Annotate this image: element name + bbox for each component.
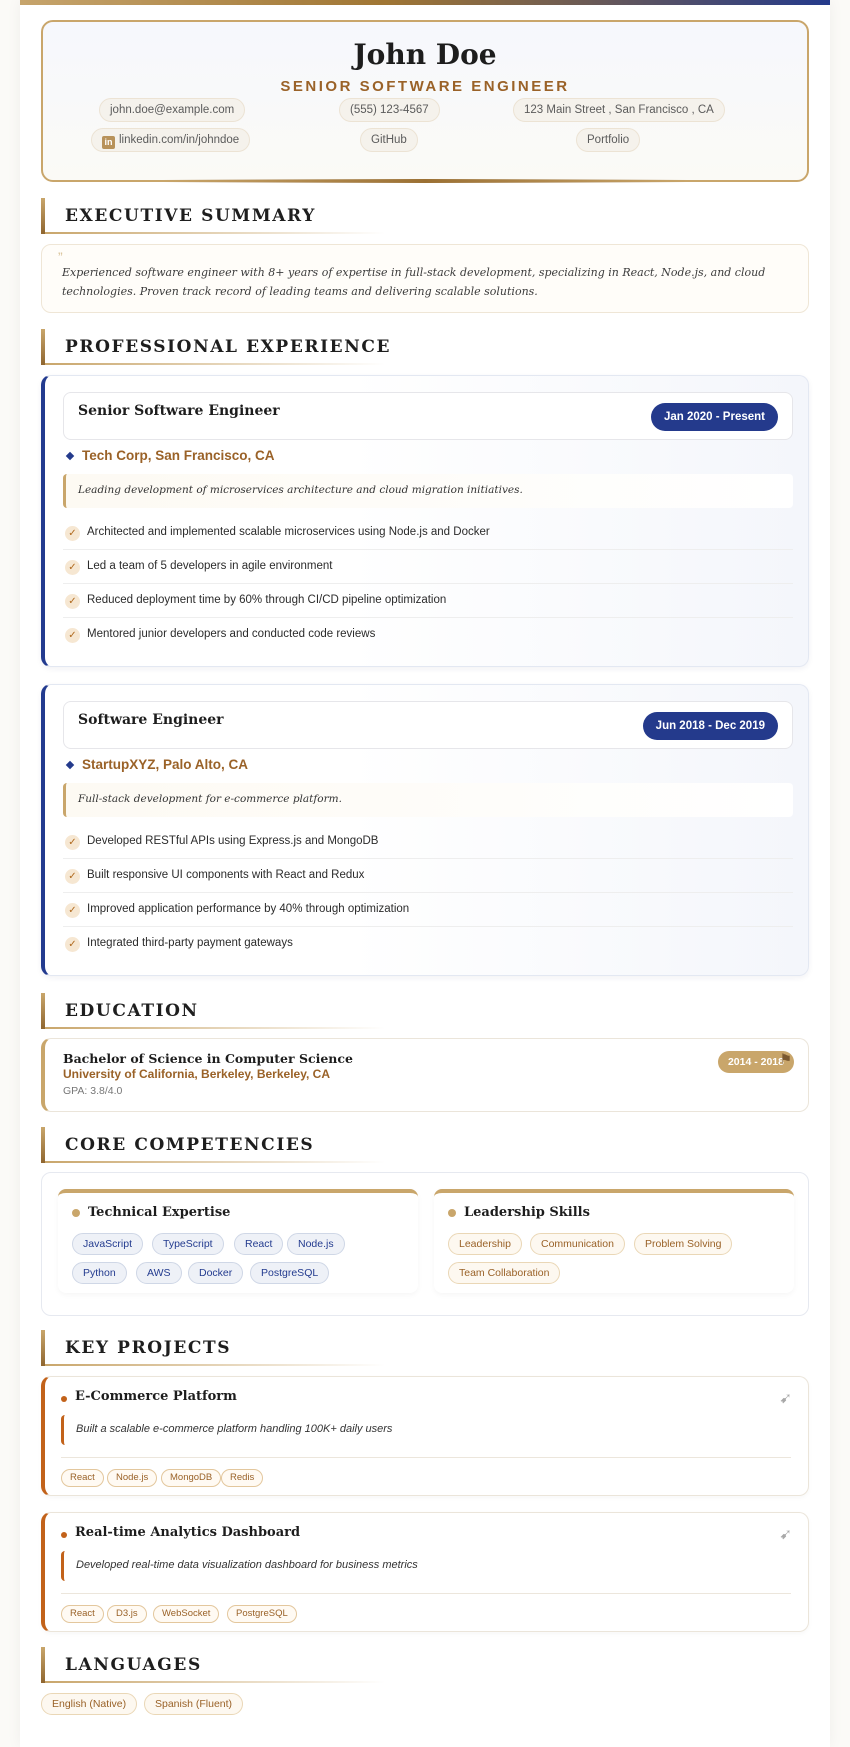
section-accent-bar <box>41 329 45 365</box>
list-item <box>63 893 793 927</box>
divider <box>61 1593 791 1594</box>
section-heading-summary <box>41 198 809 234</box>
section-heading-education <box>41 993 809 1029</box>
experience-card <box>41 684 809 976</box>
bullet-text: Architected and implemented scalable microservices using Node.js and Docker <box>87 526 490 538</box>
job-role: Senior Software Engineer <box>78 403 280 419</box>
tech-tag: MongoDB <box>161 1469 221 1487</box>
quote-icon: ” <box>58 249 63 265</box>
section-heading-experience <box>41 329 809 365</box>
experience-card <box>41 375 809 667</box>
skill-tag: Team Collaboration <box>448 1262 560 1284</box>
resume-page <box>20 0 830 1747</box>
bullet-dot-icon <box>61 1396 67 1402</box>
section-accent-bar <box>41 993 45 1029</box>
address-chip: 123 Main Street , San Francisco , CA <box>513 98 725 122</box>
skill-group-leadership <box>434 1189 794 1293</box>
section-title: KEY PROJECTS <box>65 1338 232 1358</box>
tech-tag: React <box>61 1469 104 1487</box>
job-description <box>63 783 793 817</box>
section-accent-bar <box>41 1127 45 1163</box>
list-item <box>63 825 793 859</box>
check-icon: ✓ <box>65 628 80 643</box>
job-description <box>63 474 793 508</box>
skill-tag: PostgreSQL <box>250 1262 329 1284</box>
linkedin-chip[interactable] <box>91 128 250 152</box>
language-tag: English (Native) <box>41 1693 137 1715</box>
experience-header <box>63 392 793 440</box>
job-company: StartupXYZ, Palo Alto, CA <box>82 757 249 772</box>
check-icon: ✓ <box>65 903 80 918</box>
summary-card <box>41 244 809 313</box>
project-description <box>61 1415 791 1445</box>
bullet-text: Improved application performance by 40% through optimization <box>87 903 410 915</box>
top-accent-bar <box>20 0 830 5</box>
tech-tag: WebSocket <box>153 1605 219 1623</box>
list-item <box>63 584 793 618</box>
project-title: Real-time Analytics Dashboard <box>75 1525 301 1540</box>
bullet-text: Integrated third-party payment gateways <box>87 937 293 949</box>
education-years-badge: 2014 - 2018 <box>718 1051 794 1073</box>
tech-tag: React <box>61 1605 104 1623</box>
resume-header <box>41 20 809 182</box>
section-underline <box>45 1161 385 1163</box>
section-title: PROFESSIONAL EXPERIENCE <box>65 337 392 357</box>
list-item <box>63 618 793 652</box>
divider <box>61 1457 791 1458</box>
skill-tag: Problem Solving <box>634 1233 732 1255</box>
skill-tag: React <box>234 1233 283 1255</box>
bullet-dot-icon <box>61 1532 67 1538</box>
bullet-text: Mentored junior developers and conducted code reviews <box>87 628 376 640</box>
education-card <box>41 1038 809 1112</box>
section-title: EDUCATION <box>65 1001 199 1021</box>
skill-tag: JavaScript <box>72 1233 143 1255</box>
skill-group-title: Technical Expertise <box>88 1205 231 1220</box>
section-underline <box>45 1681 385 1683</box>
bullet-text: Developed RESTful APIs using Express.js and MongoDB <box>87 835 379 847</box>
job-company: Tech Corp, San Francisco, CA <box>82 448 275 463</box>
project-description-text: Developed real-time data visualization dashboard for business metrics <box>76 1559 418 1571</box>
tech-tag: PostgreSQL <box>227 1605 297 1623</box>
section-underline <box>45 1027 385 1029</box>
check-icon: ✓ <box>65 835 80 850</box>
list-item <box>63 550 793 584</box>
school: University of California, Berkeley, Berkeley, CA <box>63 1067 330 1081</box>
linkedin-label: linkedin.com/in/johndoe <box>119 134 240 146</box>
section-heading-languages <box>41 1647 809 1683</box>
job-role: Software Engineer <box>78 712 224 728</box>
degree: Bachelor of Science in Computer Science <box>63 1051 353 1066</box>
check-icon: ✓ <box>65 594 80 609</box>
project-title: E-Commerce Platform <box>75 1389 237 1404</box>
skill-tag: Leadership <box>448 1233 522 1255</box>
check-icon: ✓ <box>65 526 80 541</box>
section-accent-bar <box>41 1330 45 1366</box>
graduation-cap-icon: ⚑ <box>779 1051 792 1067</box>
tech-tag: Redis <box>221 1469 263 1487</box>
job-description-text: Full-stack development for e-commerce platform. <box>78 793 342 805</box>
project-card <box>41 1512 809 1632</box>
section-heading-projects <box>41 1330 809 1366</box>
job-date-badge: Jun 2018 - Dec 2019 <box>643 712 778 740</box>
experience-header <box>63 701 793 749</box>
skill-tag: TypeScript <box>152 1233 224 1255</box>
section-underline <box>45 1364 385 1366</box>
list-item <box>63 859 793 893</box>
skill-tag: Node.js <box>287 1233 345 1255</box>
skill-group-title: Leadership Skills <box>464 1205 590 1220</box>
github-link[interactable]: GitHub <box>360 128 418 152</box>
list-item <box>63 516 793 550</box>
gpa: GPA: 3.8/4.0 <box>63 1085 123 1097</box>
list-item <box>63 927 793 961</box>
check-icon: ✓ <box>65 560 80 575</box>
section-accent-bar <box>41 1647 45 1683</box>
check-icon: ✓ <box>65 869 80 884</box>
section-accent-bar <box>41 198 45 234</box>
job-date-badge: Jan 2020 - Present <box>651 403 778 431</box>
project-card <box>41 1376 809 1496</box>
bullet-text: Reduced deployment time by 60% through CI/CD pipeline optimization <box>87 594 447 606</box>
bullet-dot-icon <box>448 1209 456 1217</box>
skill-tag: AWS <box>136 1262 182 1284</box>
candidate-name: John Doe <box>353 38 497 71</box>
section-heading-competencies <box>41 1127 809 1163</box>
skill-tag: Docker <box>188 1262 243 1284</box>
rocket-icon: ➹ <box>779 1390 792 1407</box>
job-description-text: Leading development of microservices architecture and cloud migration initiatives. <box>78 484 523 496</box>
candidate-title: SENIOR SOFTWARE ENGINEER <box>280 78 570 95</box>
summary-text: Experienced software engineer with 8+ years of expertise in full-stack development, specializing in React, Node.js, and cloud technologies. Proven track record of leading teams and delivering scalable solutions. <box>62 266 766 298</box>
project-description-text: Built a scalable e-commerce platform handling 100K+ daily users <box>76 1423 393 1435</box>
skill-tag: Communication <box>530 1233 625 1255</box>
tech-tag: D3.js <box>107 1605 147 1623</box>
rocket-icon: ➹ <box>779 1526 792 1543</box>
bullet-dot-icon <box>72 1209 80 1217</box>
section-title: EXECUTIVE SUMMARY <box>65 206 316 226</box>
check-icon: ✓ <box>65 937 80 952</box>
linkedin-icon: in <box>102 136 115 149</box>
language-tag: Spanish (Fluent) <box>144 1693 243 1715</box>
section-title: LANGUAGES <box>65 1655 202 1675</box>
project-description <box>61 1551 791 1581</box>
section-underline <box>45 232 385 234</box>
bullet-text: Led a team of 5 developers in agile environment <box>87 560 333 572</box>
section-title: CORE COMPETENCIES <box>65 1135 315 1155</box>
email-chip[interactable]: john.doe@example.com <box>99 98 245 122</box>
bullet-text: Built responsive UI components with React and Redux <box>87 869 365 881</box>
competencies-panel <box>41 1172 809 1316</box>
diamond-icon <box>66 761 74 769</box>
skill-group-technical <box>58 1189 418 1293</box>
section-underline <box>45 363 385 365</box>
tech-tag: Node.js <box>107 1469 157 1487</box>
phone-chip[interactable]: (555) 123-4567 <box>339 98 440 122</box>
skill-tag: Python <box>72 1262 127 1284</box>
diamond-icon <box>66 452 74 460</box>
portfolio-link[interactable]: Portfolio <box>576 128 640 152</box>
